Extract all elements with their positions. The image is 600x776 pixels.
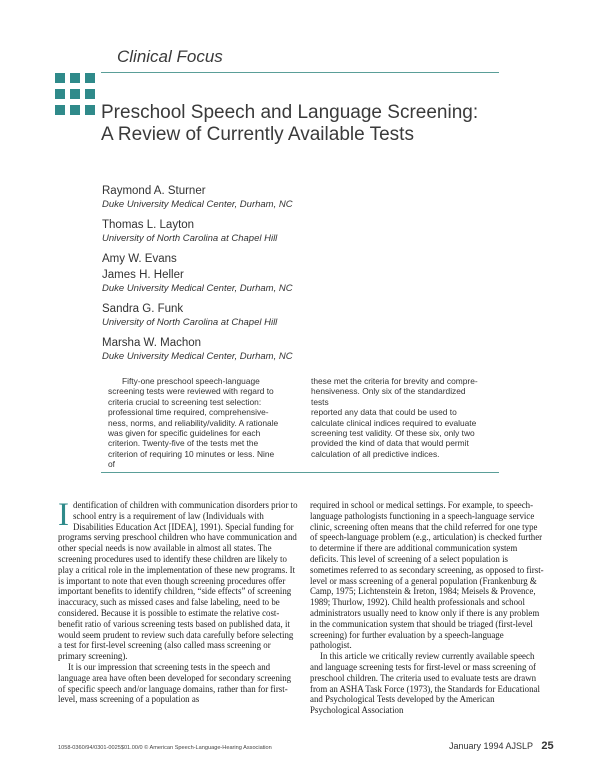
- abstract-left-column: [108, 376, 280, 470]
- article-title: [101, 102, 521, 146]
- abstract-line: professional time required, comprehensive-: [108, 407, 269, 418]
- journal-footer: [449, 740, 554, 752]
- author-affiliation: Duke University Medical Center, Durham, NC: [102, 351, 293, 362]
- section-label: Clinical Focus: [117, 47, 223, 66]
- abstract-line: calculation of all predictive indices.: [311, 448, 440, 459]
- abstract-line: was given for specific guidelines for each: [108, 428, 261, 439]
- abstract-line: Fifty-one preschool speech-language: [122, 376, 260, 386]
- body-left-column: [58, 497, 298, 705]
- body-paragraph: required in school or medical settings. For example, to speech-language pathologists functioning in a speech-language service clinic, screening often means that the child referred for one type of speech-language problem (e.g., articulation) is checked further to determine if there are additional communication system deficits. This level of screening of a select population is sometimes referred to as secondary screening, as opposed to first-level or mass screening of a general population (Frankenburg & Camp, 1975; Lichtenstein & Ireton, 1984; Meisels & Provence, 1989; Thurlow, 1992). Child health professionals and school administrators usually need to know only if there is any problem in the communication system that should be triaged (first-level screening) for further evaluation by a speech-language pathologist.: [310, 500, 544, 651]
- body-right-column: [310, 500, 546, 716]
- page-number: 25: [541, 740, 554, 752]
- abstract-line: these met the criteria for brevity and compre-: [311, 376, 478, 386]
- top-divider: [101, 72, 499, 73]
- author-affiliation: University of North Carolina at Chapel Hill: [102, 233, 278, 244]
- abstract-line: provided the kind of data that would permit: [311, 438, 469, 449]
- abstract-right-column: [311, 376, 483, 459]
- copyright-line: 1058-0360/94/0301-0025$01.00/0 © American Speech-Language-Hearing Association: [58, 745, 272, 751]
- author-name: Amy W. Evans: [102, 253, 177, 265]
- abstract-line: screening test validity. Of these six, only two: [311, 428, 475, 439]
- author-affiliation: University of North Carolina at Chapel Hill: [102, 317, 278, 328]
- body-paragraph: dentification of children with communication disorders prior to school entry is a requirement of law (Individuals with Disabilities Education Act [IDEA], 1991). Special funding for programs serving preschool children who have communication and other special needs is now available in almost all states. The screening procedures used to identify these children are likely to play a critical role in the implementation of these new programs. It is important to note that even though screening procedures offer important benefits to identify children, “side effects” of screening inaccuracy, such as missed cases and false labeling, need to be considered. Because it is possible to estimate the relative cost-benefit ratio of various screening tests based on published data, it would seem prudent to review such data carefully before selecting a test for first-level screening (also called mass screening or primary screening).: [58, 500, 298, 662]
- author-affiliation: Duke University Medical Center, Durham, NC: [102, 283, 293, 294]
- abstract-line: reported any data that could be used to: [311, 407, 457, 418]
- decorative-squares-icon: [55, 73, 95, 115]
- abstract-line: ness, norms, and reliability/validity. A rationale: [108, 417, 279, 428]
- body-paragraph: It is our impression that screening tests in the speech and language area have often been developed for secondary screening of specific speech and/or language domains, rather than for first-level, mass screening of a population as: [58, 661, 292, 705]
- author-name: Thomas L. Layton: [102, 219, 195, 231]
- title-line-2: A Review of Currently Available Tests: [101, 124, 414, 145]
- abstract-divider: [101, 472, 499, 473]
- author-name: Marsha W. Machon: [102, 337, 202, 349]
- drop-cap: I: [58, 497, 69, 533]
- author-name: James H. Heller: [102, 269, 184, 281]
- author-affiliation: Duke University Medical Center, Durham, NC: [102, 199, 293, 210]
- title-line-1: Preschool Speech and Language Screening:: [101, 102, 479, 123]
- abstract-line: screening tests were reviewed with regard to: [108, 386, 274, 397]
- abstract-line: criterion of requiring 10 minutes or less. Nine of: [108, 448, 275, 470]
- abstract-line: calculate clinical indices required to evaluate: [311, 417, 477, 428]
- abstract-line: hensiveness. Only six of the standardized tests: [311, 386, 466, 407]
- body-paragraph: In this article we critically review currently available speech and language screening tests for first-level or mass screening of preschool children. The criteria used to evaluate tests are drawn from an ASHA Task Force (1973), the Standards for Educational and Psychological Tests developed by the American Psychological Association: [310, 651, 540, 716]
- author-name: Raymond A. Sturner: [102, 185, 206, 197]
- journal-issue: January 1994 AJSLP: [449, 741, 533, 751]
- author-name: Sandra G. Funk: [102, 303, 184, 315]
- author-list: [102, 183, 402, 369]
- abstract-line: criteria crucial to screening test selection:: [108, 396, 262, 407]
- abstract-line: criterion. Twenty-five of the tests met the: [108, 438, 259, 449]
